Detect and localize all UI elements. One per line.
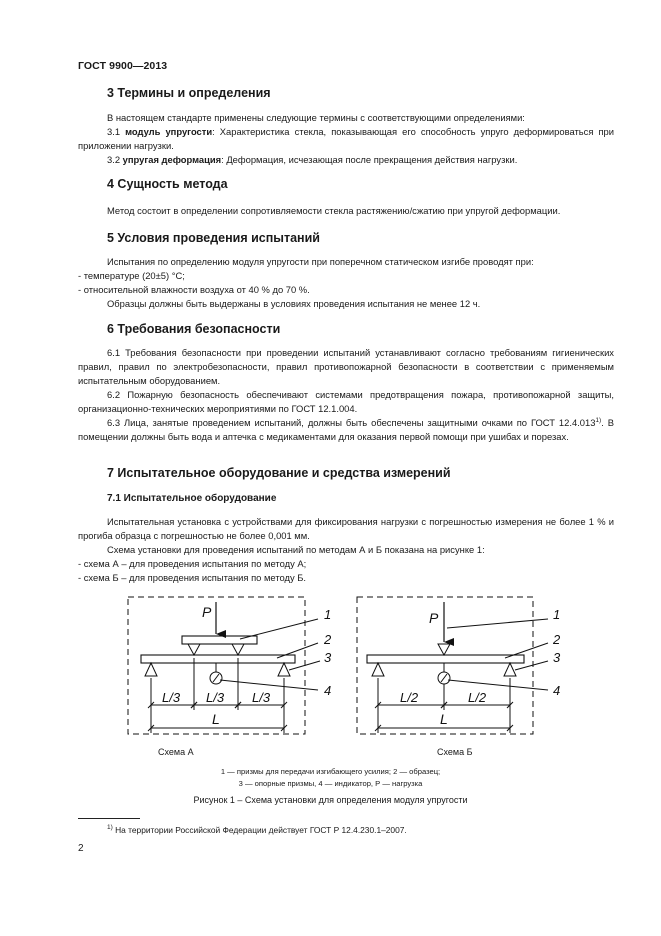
scheme-b-num-3: 3 (553, 650, 561, 665)
subsection-7-1-title: 7.1 Испытательное оборудование (107, 493, 277, 504)
section-5-item-humidity: - относительной влажности воздуха от 40 % до 70 %. (78, 284, 310, 295)
section-6-p1: 6.1 Требования безопасности при проведении испытаний устанавливают согласно требованиям гигиенических правил, правил по электробезопасности, правил противопожарной безопасности в соответствии с применяемым испытательным оборудованием. (78, 347, 614, 386)
section-6-p2: 6.2 Пожарную безопасность обеспечивают системами предотвращения пожара, противопожарной защиты, организационно-технических мероприятиями по ГОСТ 12.1.004. (78, 389, 614, 414)
scheme-a-support-prism-right (278, 663, 290, 676)
scheme-a (128, 597, 320, 734)
section-5-intro: Испытания по определению модуля упругости при поперечном статическом изгибе проводят при: (107, 256, 534, 267)
figure-legend-line-2: 3 — опорные призмы, 4 — индикатор, Р — нагрузка (238, 779, 423, 788)
scheme-a-leader-1 (240, 619, 318, 639)
scheme-a-dim-1: L/3 (162, 690, 181, 705)
scheme-a-loading-prism-right (232, 644, 244, 655)
scheme-a-num-3: 3 (324, 650, 332, 665)
figure-legend (78, 766, 583, 790)
section-7-p1: Испытательная установка с устройствами для фиксирования нагрузки с погрешностью измерения не более 1 % и прогиба образца с погрешностью не более 0,001 мм. (78, 516, 614, 541)
section-6-p3: 6.3 Лица, занятые проведением испытаний, должны быть обеспечены защитными очками по ГОСТ 12.4.013$^{1)}$. В помещении должны быть вода и аптечка с медикаментами для оказания первой помощи при ушибах и порезах. (78, 416, 614, 442)
scheme-a-num-2: 2 (324, 632, 332, 647)
section-7-item-a: - схема А – для проведения испытания по методу А; (78, 558, 307, 569)
term-3-1-name: модуль упругости (125, 126, 213, 137)
scheme-b-support-prism-right (504, 663, 516, 676)
section-4-title: 4 Сущность метода (107, 177, 228, 191)
scheme-b-dim-1: L/2 (400, 690, 419, 705)
footnote-mark: 1) (107, 824, 113, 832)
scheme-a-support-prism-left (145, 663, 157, 676)
footnote (107, 825, 407, 835)
scheme-b-leader-2 (505, 643, 548, 658)
term-3-2-name: упругая деформация (122, 154, 222, 165)
footnote-text: На территории Российской Федерации действует ГОСТ Р 12.4.230.1–2007. (112, 825, 407, 835)
section-7-item-b: - схема Б – для проведения испытания по методу Б. (78, 572, 307, 583)
scheme-b (357, 597, 548, 734)
scheme-b-specimen (367, 655, 524, 663)
scheme-a-dim-total: L (212, 711, 220, 727)
section-7-p2: Схема установки для проведения испытаний по методам А и Б показана на рисунке 1: (107, 544, 485, 555)
scheme-a-num-4: 4 (324, 683, 332, 698)
footnote-ref: 1) (595, 416, 602, 424)
section-3-intro: В настоящем стандарте применены следующие термины с соответствующими определениями: (107, 112, 525, 123)
scheme-a-caption: Схема А (158, 747, 194, 757)
figure-caption: Рисунок 1 – Схема установки для определения модуля упругости (193, 795, 468, 805)
scheme-b-num-2: 2 (553, 632, 561, 647)
scheme-b-dim-2: L/2 (468, 690, 487, 705)
scheme-b-support-prism-left (372, 663, 384, 676)
scheme-b-num-1: 1 (553, 607, 561, 622)
section-5-title: 5 Условия проведения испытаний (107, 231, 320, 245)
scheme-a-loading-prism-left (188, 644, 200, 655)
term-3-2: 3.2 упругая деформация: Деформация, исчезающая после прекращения действия нагрузки. (107, 154, 518, 165)
section-3-title: 3 Термины и определения (107, 86, 271, 100)
scheme-b-leader-3 (515, 661, 548, 670)
scheme-b-num-4: 4 (553, 683, 561, 698)
scheme-a-load-label: P (202, 604, 212, 620)
document-header: ГОСТ 9900—2013 (78, 60, 168, 72)
page-number: 2 (78, 843, 84, 854)
scheme-a-specimen (141, 655, 295, 663)
figure-legend-line-1: 1 — призмы для передачи изгибающего усилия; 2 — образец; (220, 767, 441, 776)
scheme-b-load-label: P (429, 610, 439, 626)
section-6-title: 6 Требования безопасности (107, 322, 281, 336)
scheme-a-leader-4 (220, 680, 318, 690)
scheme-b-caption: Схема Б (437, 747, 473, 757)
section-5-text: Образцы должны быть выдержаны в условиях проведения испытания не менее 12 ч. (107, 298, 481, 309)
section-7-title: 7 Испытательное оборудование и средства измерений (107, 466, 451, 480)
scheme-a-num-1: 1 (324, 607, 332, 622)
scheme-a-dim-2: L/3 (206, 690, 225, 705)
scheme-a-leader-2 (277, 643, 318, 658)
section-4-text: Метод состоит в определении сопротивляемости стекла растяжению/сжатию при упругой деформации. (107, 205, 561, 216)
scheme-b-loading-prism (438, 644, 450, 655)
scheme-a-dim-3: L/3 (252, 690, 271, 705)
section-5-item-temperature: - температуре (20±5) °С; (78, 270, 185, 281)
scheme-b-dim-total: L (440, 711, 448, 727)
term-3-1: 3.1 модуль упругости: Характеристика стекла, показывающая его способность упруго деформироваться при приложении нагрузки. (78, 126, 614, 151)
footnote-separator (78, 818, 140, 819)
